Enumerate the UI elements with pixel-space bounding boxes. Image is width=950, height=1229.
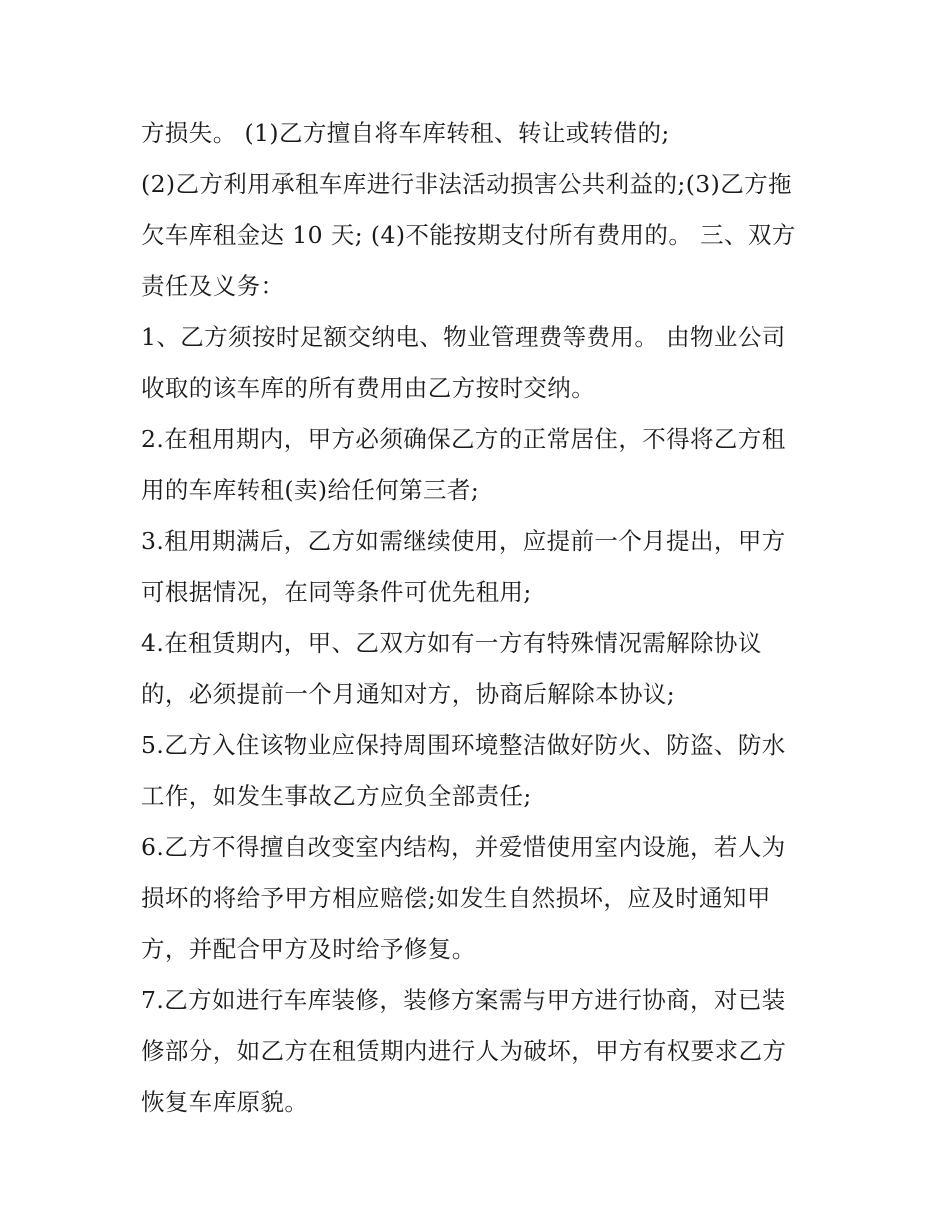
text-line: 3.租用期满后，乙方如需继续使用，应提前一个月提出，甲方 bbox=[141, 527, 786, 555]
text-line: 2.在租用期内，甲方必须确保乙方的正常居住，不得将乙方租 bbox=[141, 425, 786, 453]
text-line: 的，必须提前一个月通知对方，协商后解除本协议; bbox=[141, 680, 676, 708]
text-line: 5.乙方入住该物业应保持周围环境整洁做好防火、防盗、防水 bbox=[141, 731, 786, 759]
text-line: 4.在租赁期内，甲、乙双方如有一方有特殊情况需解除协议 bbox=[141, 629, 762, 657]
text-line: 恢复车库原貌。 bbox=[141, 1088, 309, 1116]
text-line: 责任及义务： bbox=[141, 272, 285, 300]
text-line: 修部分，如乙方在租赁期内进行人为破坏，甲方有权要求乙方 bbox=[141, 1037, 787, 1065]
text-line: 用的车库转租(卖)给任何第三者; bbox=[141, 476, 480, 504]
text-line: 方损失。 (1)乙方擅自将车库转租、转让或转借的; bbox=[141, 119, 670, 147]
contract-text bbox=[141, 108, 821, 1128]
text-line: 7.乙方如进行车库装修，装修方案需与甲方进行协商，对已装 bbox=[141, 986, 786, 1014]
text-line: 欠车库租金达 10 天; (4)不能按期支付所有费用的。 三、双方 bbox=[141, 221, 796, 249]
text-line: 工作，如发生事故乙方应负全部责任; bbox=[141, 782, 532, 810]
text-line: 可根据情况，在同等条件可优先租用; bbox=[141, 578, 532, 606]
text-line: (2)乙方利用承租车库进行非法活动损害公共利益的;(3)乙方拖 bbox=[141, 170, 792, 198]
text-line: 6.乙方不得擅自改变室内结构，并爱惜使用室内设施，若人为 bbox=[141, 833, 786, 861]
text-line: 损坏的将给予甲方相应赔偿;如发生自然损坏，应及时通知甲 bbox=[141, 884, 771, 912]
text-line: 方，并配合甲方及时给予修复。 bbox=[141, 935, 476, 963]
text-line: 收取的该车库的所有费用由乙方按时交纳。 bbox=[141, 374, 596, 402]
text-line: 1、乙方须按时足额交纳电、物业管理费等费用。 由物业公司 bbox=[141, 323, 786, 351]
